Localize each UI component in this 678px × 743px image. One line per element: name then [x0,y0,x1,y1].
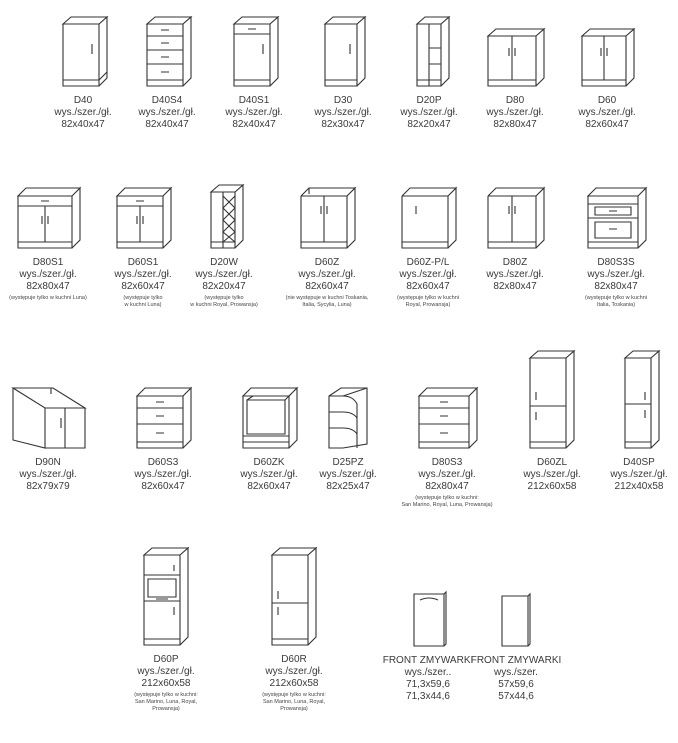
dimension-label: wys./szer./gł. [19,469,77,480]
dimension-value: 212x60x58 [527,481,577,492]
item-code: D60ZL [536,457,567,468]
dimension-label: wys./szer./gł. [138,107,196,118]
cabinet-d80s3 [392,382,502,509]
cabinet-d60zl [512,348,592,493]
built-in-oven-cabinet-icon [237,382,301,450]
base-cabinet-2-doors-icon [482,14,548,88]
cabinet-d40s4 [127,14,207,131]
item-code: D40SP [623,457,655,468]
cabinet-d90n [0,382,96,493]
item-code: D40S4 [151,95,183,106]
dimension-label: wys./szer./gł. [225,107,283,118]
availability-note: (nie występuje w kuchni Toskania, Italia, Sycylia, Luna) [285,295,369,308]
dimension-label: wys./szer./gł. [399,269,457,280]
tall-fridge-cabinet-icon [524,348,580,450]
availability-note: (występuje tylko w kuchni Italia, Toskania) [584,295,648,308]
item-code: D60R [281,654,307,665]
item-code: D80S1 [32,257,64,268]
item-code: D80S3S [597,257,635,268]
item-code: D90N [35,457,61,468]
dimension-value: 82x60x47 [305,281,349,292]
cabinet-d80s3s [566,182,666,309]
dimension-label: wys./szer./gł. [298,269,356,280]
availability-note: (występuje tylko w kuchni Royal, Prowansja) [396,295,460,308]
cabinet-d20p [389,14,469,131]
dimension-label: wys./szer./gł. [587,269,645,280]
dimension-value: 82x80x47 [594,281,638,292]
dimension-label: wys./szer./gł. [195,269,253,280]
dimension-label: wys./szer./gł. [114,269,172,280]
cabinet-d20w [184,182,264,309]
dishwasher-front-handle-icon [408,590,448,648]
base-cabinet-1-door-icon [319,14,367,88]
base-cabinet-3-drawers-icon [413,382,481,450]
item-code: D80 [505,95,525,106]
availability-note: (występuje tylko w kuchni: San Marino, Luna, Royal, Prowansja) [134,692,198,712]
item-code: D80S3 [431,457,463,468]
item-code: D60Z [314,257,340,268]
cabinet-d40s1 [214,14,294,131]
dimension-label: wys./szer./gł. [523,469,581,480]
item-code: D25PZ [332,457,364,468]
open-shelf-cabinet-icon [407,14,451,88]
cabinet-d30 [303,14,383,131]
cabinet-d80s1 [3,182,93,302]
dimension-label: wys./szer./gł. [610,469,668,480]
dimension-label: wys./szer./gł. [240,469,298,480]
dimension-value: 82x20x47 [202,281,246,292]
item-code: D60Z-P/L [406,257,450,268]
base-cabinet-drawer-2-doors-icon [12,182,84,250]
cabinet-d25pz [308,382,388,493]
cabinet-d60s1 [101,182,185,309]
dimension-value: 57x59,6 [498,679,534,690]
tall-cabinet-icon [615,348,663,450]
sink-cabinet-icon [482,182,548,250]
dimension-value: 82x80x47 [425,481,469,492]
cabinet-d80z [475,182,555,293]
end-shelf-cabinet-icon [323,382,373,450]
availability-note: (występuje tylko w kuchni Royal, Prowansja) [190,295,258,308]
cabinet-d60s3 [123,382,203,493]
front-zmywarki-1 [380,590,476,703]
dimension-label: wys./szer./gł. [314,107,372,118]
item-code: D40 [73,95,93,106]
dimension-value: 82x60x47 [121,281,165,292]
base-cabinet-drawer-door-icon [228,14,280,88]
dimension-label: wys./szer./gł. [578,107,636,118]
item-code: D20P [416,95,442,106]
cabinet-d40 [43,14,123,131]
base-cabinet-1-door-icon [57,14,109,88]
wine-rack-cabinet-icon [201,182,247,250]
item-code: D60S1 [127,257,159,268]
base-cabinet-3-drawers-icon [582,182,650,250]
dimension-label: wys./szer. [494,667,538,678]
dimension-value: 82x40x47 [145,119,189,130]
dimension-value: 82x60x47 [141,481,185,492]
tall-fridge-cabinet-icon [266,545,322,647]
dimension-value: 82x60x47 [247,481,291,492]
front-zmywarki-2 [468,590,564,703]
dimension-value: 212x60x58 [141,678,191,689]
cabinet-d40sp [600,348,678,493]
dishwasher-front-icon [496,590,536,648]
base-cabinet-3-drawers-icon [131,382,195,450]
cabinet-d80 [475,14,555,131]
dimension-value-alt: 71,3x44,6 [406,691,450,702]
item-code: D40S1 [238,95,270,106]
item-code: D80Z [502,257,528,268]
dimension-label: wys./szer./gł. [486,107,544,118]
dimension-value: 212x60x58 [269,678,319,689]
sink-cabinet-icon [295,182,359,250]
cabinet-d60z-pl [378,182,478,309]
cabinet-d60p [116,545,216,713]
base-cabinet-2-doors-icon [576,14,638,88]
dimension-value-alt: 57x44,6 [498,691,534,702]
dimension-value: 82x80x47 [493,281,537,292]
availability-note: (występuje tylko w kuchni Luna) [123,295,163,308]
dimension-label: wys./szer./gł. [400,107,458,118]
dimension-value: 82x25x47 [326,481,370,492]
item-code: FRONT ZMYWARKI [382,655,474,666]
item-code: D60P [153,654,179,665]
cabinet-d60z [272,182,382,309]
item-code: D60ZK [253,457,285,468]
availability-note: (występuje tylko w kuchni Luna) [9,295,87,301]
dimension-label: wys./szer./gł. [418,469,476,480]
dimension-label: wys./szer./gł. [486,269,544,280]
item-code: D30 [333,95,353,106]
dimension-label: wys./szer./gł. [54,107,112,118]
item-code: D60S3 [147,457,179,468]
dimension-label: wys./szer./gł. [319,469,377,480]
dimension-value: 212x40x58 [614,481,664,492]
cabinet-d60r [244,545,344,713]
sink-cabinet-icon [396,182,460,250]
cabinet-d60 [567,14,647,131]
dimension-value: 82x20x47 [407,119,451,130]
dimension-label: wys./szer./gł. [137,666,195,677]
dimension-value: 82x80x47 [493,119,537,130]
dimension-label: wys./szer./gł. [134,469,192,480]
dimension-value: 82x60x47 [585,119,629,130]
dimension-label: wys./szer.. [404,667,452,678]
dimension-value: 82x80x47 [26,281,70,292]
item-code: D20W [210,257,238,268]
corner-cabinet-icon [7,382,89,450]
availability-note: (występuje tylko w kuchni: San Marino, Royal, Luna, Prowansja) [401,495,493,508]
dimension-label: wys./szer./gł. [265,666,323,677]
base-cabinet-4-drawers-icon [141,14,193,88]
dimension-value: 82x40x47 [232,119,276,130]
cabinet-d60zk [229,382,309,493]
item-code: FRONT ZMYWARKI [470,655,562,666]
item-code: D60 [597,95,617,106]
dimension-value: 82x60x47 [406,281,450,292]
dimension-value: 82x30x47 [321,119,365,130]
base-cabinet-drawer-2-doors-icon [111,182,175,250]
availability-note: (występuje tylko w kuchni: San Marino, Luna, Royal, Prowansja) [262,692,326,712]
dimension-value: 82x40x47 [61,119,105,130]
tall-oven-cabinet-icon [138,545,194,647]
dimension-label: wys./szer./gł. [19,269,77,280]
dimension-value: 82x79x79 [26,481,70,492]
dimension-value: 71,3x59,6 [406,679,450,690]
